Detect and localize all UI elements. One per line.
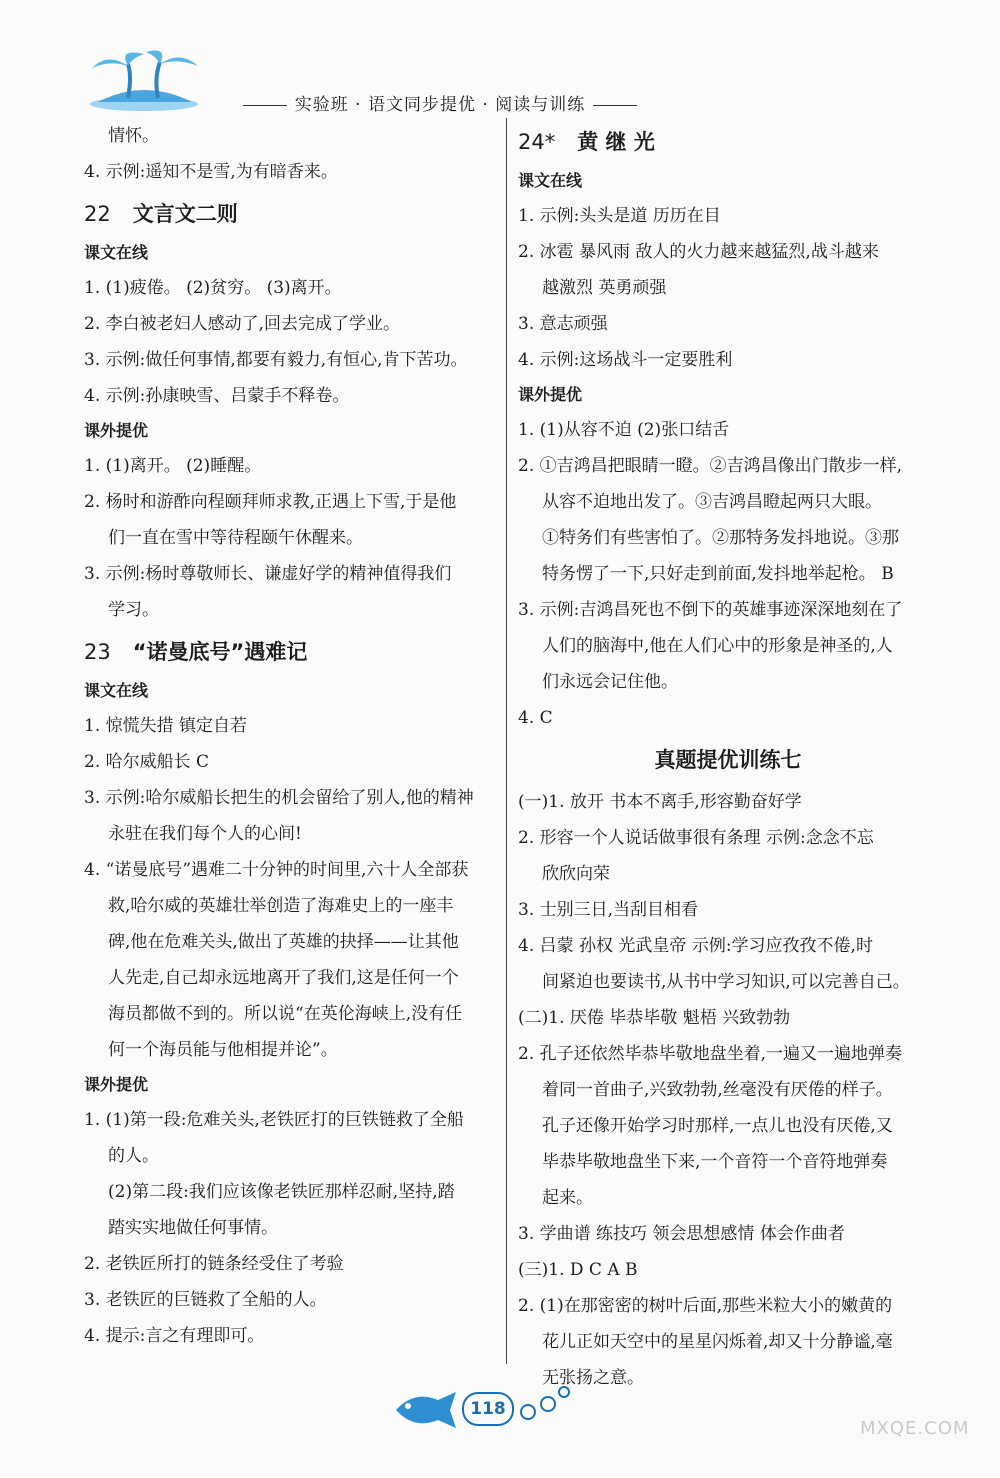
answer-line: 1. (1)从容不迫 (2)张口结舌 — [518, 420, 730, 440]
bubble-icon — [540, 1396, 556, 1412]
answer-line: 3. 士别三日,当刮目相看 — [518, 900, 699, 920]
answer-line: 海员都做不到的。所以说“在英伦海峡上,没有任 — [108, 1004, 463, 1024]
answer-line: 着同一首曲子,兴致勃勃,丝毫没有厌倦的样子。 — [542, 1080, 893, 1100]
answer-line: 1. (1)第一段:危难关头,老铁匠打的巨铁链救了全船 — [84, 1110, 464, 1130]
answer-line: 的人。 — [108, 1146, 159, 1166]
lesson-title-text: 黄 继 光 — [577, 130, 655, 154]
answer-line: (三)1. D C A B — [518, 1260, 638, 1280]
right-column — [518, 118, 938, 1396]
watermark: MXQE.COM — [860, 1418, 970, 1439]
lesson-title-text: “诺曼底号”遇难记 — [132, 640, 308, 664]
answer-line: ①特务们有些害怕了。②那特务发抖地说。③那 — [542, 528, 899, 548]
section-heading: 课文在线 — [84, 681, 149, 700]
answer-line: 2. 杨时和游酢向程颐拜师求教,正遇上下雪,于是他 — [84, 492, 457, 512]
lesson-number: 23 — [84, 640, 111, 664]
answer-line: 3. 示例:吉鸿昌死也不倒下的英雄事迹深深地刻在了 — [518, 600, 903, 620]
exercise-title: 真题提优训练七 — [654, 748, 802, 772]
answer-line: 从容不迫地出发了。③吉鸿昌瞪起两只大眼。 — [542, 492, 882, 512]
left-column — [84, 118, 500, 1354]
lesson-title — [518, 120, 938, 164]
answer-line: 3. 示例:哈尔威船长把生的机会留给了别人,他的精神 — [84, 788, 474, 808]
answer-line: 4. “诺曼底号”遇难二十分钟的时间里,六十人全部获 — [84, 860, 469, 880]
answer-line: 孔子还像开始学习时那样,一点儿也没有厌倦,又 — [542, 1116, 893, 1136]
answer-line: 4. 吕蒙 孙权 光武皇帝 示例:学习应孜孜不倦,时 — [518, 936, 873, 956]
answer-line: (2)第二段:我们应该像老铁匠那样忍耐,坚持,踏 — [108, 1182, 455, 1202]
lesson-number: 22 — [84, 202, 111, 226]
answer-line: 救,哈尔威的英雄壮举创造了海难史上的一座丰 — [108, 896, 454, 916]
answer-line: 永驻在我们每个人的心间! — [108, 824, 302, 844]
answer-line: 花儿正如天空中的星星闪烁着,却又十分静谧,毫 — [542, 1332, 893, 1352]
answer-line: 3. 示例:杨时尊敬师长、谦虚好学的精神值得我们 — [84, 564, 452, 584]
answer-line: 3. 示例:做任何事情,都要有毅力,有恒心,肯下苦功。 — [84, 350, 468, 370]
answer-line: 3. 老铁匠的巨链救了全船的人。 — [84, 1290, 327, 1310]
answer-line: 3. 学曲谱 练技巧 领会思想感情 体会作曲者 — [518, 1224, 845, 1244]
answer-line: 们一直在雪中等待程颐午休醒来。 — [108, 528, 363, 548]
answer-line: 无张扬之意。 — [542, 1368, 644, 1388]
answer-line: 学习。 — [108, 600, 159, 620]
answer-line: 1. 惊慌失措 镇定自若 — [84, 716, 248, 736]
answer-line: 人们的脑海中,他在人们心中的形象是神圣的,人 — [542, 636, 893, 656]
header-rule-right — [593, 105, 637, 106]
section-heading: 课文在线 — [518, 171, 583, 190]
answer-line: 人先走,自己却永远地离开了我们,这是任何一个 — [108, 968, 459, 988]
answer-line: 1. 示例:头头是道 历历在目 — [518, 206, 721, 226]
answer-line: 情怀。 — [108, 126, 159, 146]
answer-line: 1. (1)疲倦。 (2)贫穷。 (3)离开。 — [84, 278, 342, 298]
answer-line: 2. 哈尔威船长 C — [84, 752, 210, 772]
answer-line: 4. C — [518, 708, 553, 728]
page-number: 118 — [462, 1392, 514, 1426]
answer-line: 4. 提示:言之有理即可。 — [84, 1326, 265, 1346]
section-heading: 课外提优 — [84, 1075, 149, 1094]
answer-line: 间紧迫也要读书,从书中学习知识,可以完善自己。 — [542, 972, 910, 992]
answer-line: 欣欣向荣 — [542, 864, 610, 884]
answer-line: 2. 孔子还依然毕恭毕敬地盘坐着,一遍又一遍地弹奏 — [518, 1044, 903, 1064]
answer-line: 碑,他在危难关头,做出了英雄的抉择——让其他 — [108, 932, 459, 952]
page-header — [0, 0, 1000, 120]
island-palm-logo-icon — [88, 50, 200, 112]
answer-line: 特务愣了一下,只好走到前面,发抖地举起枪。 B — [542, 564, 894, 584]
answer-line: 2. 形容一个人说话做事很有条理 示例:念念不忘 — [518, 828, 874, 848]
section-heading: 课文在线 — [84, 243, 149, 262]
section-heading: 课外提优 — [84, 421, 149, 440]
answer-line: 们永远会记住他。 — [542, 672, 678, 692]
lesson-title — [84, 630, 500, 674]
header-title: 实验班 · 语文同步提优 · 阅读与训练 — [294, 95, 586, 115]
answer-line: 毕恭毕敬地盘坐下来,一个音符一个音符地弹奏 — [542, 1152, 888, 1172]
answer-line: 越激烈 英勇顽强 — [542, 278, 667, 298]
answer-line: 2. 老铁匠所打的链条经受住了考验 — [84, 1254, 344, 1274]
answer-line: 2. ①吉鸿昌把眼睛一瞪。②吉鸿昌像出门散步一样, — [518, 456, 903, 476]
answer-line: 4. 示例:遥知不是雪,为有暗香来。 — [84, 162, 338, 182]
answer-line: 4. 示例:这场战斗一定要胜利 — [518, 350, 733, 370]
lesson-title — [84, 192, 500, 236]
section-heading: 课外提优 — [518, 385, 583, 404]
answer-line: 2. (1)在那密密的树叶后面,那些米粒大小的嫩黄的 — [518, 1296, 893, 1316]
answer-line: 4. 示例:孙康映雪、吕蒙手不释卷。 — [84, 386, 350, 406]
column-divider — [506, 118, 507, 1364]
lesson-title-text: 文言文二则 — [132, 202, 238, 226]
answer-line: 2. 李白被老妇人感动了,回去完成了学业。 — [84, 314, 401, 334]
answer-line: 何一个海员能与他相提并论”。 — [108, 1040, 338, 1060]
bubble-icon — [558, 1386, 570, 1398]
page-footer — [0, 1370, 1000, 1478]
answer-line: (二)1. 厌倦 毕恭毕敬 魁梧 兴致勃勃 — [518, 1008, 791, 1028]
answer-line: 2. 冰雹 暴风雨 敌人的火力越来越猛烈,战斗越来 — [518, 242, 879, 262]
lesson-number: 24* — [518, 130, 556, 154]
answer-line: (一)1. 放开 书本不离手,形容勤奋好学 — [518, 792, 802, 812]
bubble-icon — [520, 1404, 536, 1420]
answer-line: 3. 意志顽强 — [518, 314, 608, 334]
fish-icon — [392, 1388, 460, 1432]
answer-line: 踏实实地做任何事情。 — [108, 1218, 278, 1238]
header-rule-left — [243, 105, 287, 106]
answer-line: 1. (1)离开。 (2)睡醒。 — [84, 456, 262, 476]
answer-line: 起来。 — [542, 1188, 593, 1208]
